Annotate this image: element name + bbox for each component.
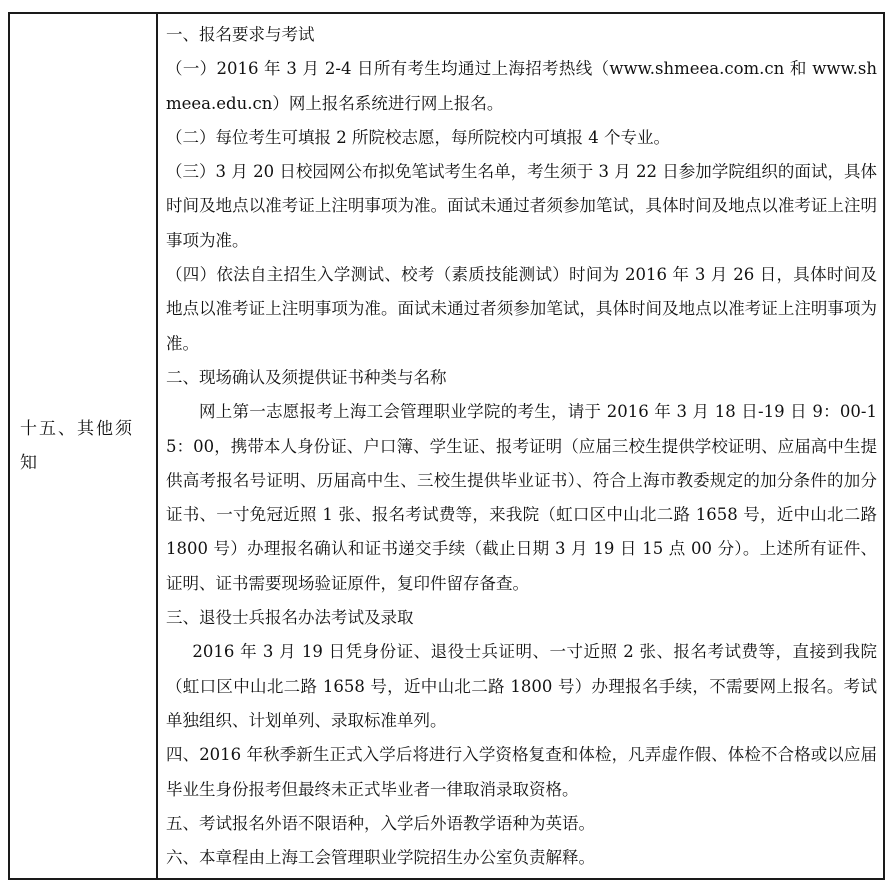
notice-table: [8, 12, 885, 880]
paragraph-foreign-language: 五、考试报名外语不限语种，入学后外语教学语种为英语。: [166, 813, 595, 833]
heading-onsite-confirmation: 二、现场确认及须提供证书种类与名称: [166, 367, 447, 387]
paragraph-onsite-confirmation: 网上第一志愿报考上海工会管理职业学院的考生，请于 2016 年 3 月 18 日-19 日 9：00-15：00，携带本人身份证、户口簿、学生证、报考证明（应届三校生提供学校证明、应届高中生提供高考报名号证明、历届高中生、三校生提供毕业证书）、符合上海市教委规定的加分条件的加分证书、一寸免冠近照 1 张、报名考试费等，来我院（虹口区中山北二路 1658 号，近中山北二路 1800 号）办理报名确认和证书递交手续（截止日期 3 月 19 日 15 点 00 分）。上述所有证件、证明、证书需要现场验证原件，复印件留存备查。: [166, 402, 877, 593]
paragraph-interpretation: 六、本章程由上海工会管理职业学院招生办公室负责解释。: [166, 848, 595, 868]
section-label: 十五、其他须知: [20, 419, 134, 473]
section-label-cell: [10, 14, 158, 878]
paragraph-veterans: 2016 年 3 月 19 日凭身份证、退役士兵证明、一寸近照 2 张、报名考试费等，直接到我院（虹口区中山北二路 1658 号，近中山北二路 1800 号）办理报名手续，不需要网上报名。考试单独组织、计划单列、录取标准单列。: [166, 642, 877, 730]
item-entrance-test: （四）依法自主招生入学测试、校考（素质技能测试）时间为 2016 年 3 月 26 日，具体时间及地点以准考证上注明事项为准。面试未通过者须参加笔试，具体时间及地点以准考证上注明事项为准。: [166, 265, 877, 353]
section-content-cell: [158, 14, 883, 878]
heading-veterans: 三、退役士兵报名办法考试及录取: [166, 608, 414, 628]
item-choices-limit: （二）每位考生可填报 2 所院校志愿，每所院校内可填报 4 个专业。: [166, 127, 670, 147]
paragraph-eligibility-review: 四、2016 年秋季新生正式入学后将进行入学资格复查和体检，凡弄虚作假、体检不合格或以应届毕业生身份报考但最终未正式毕业者一律取消录取资格。: [166, 745, 877, 799]
heading-registration-and-exam: 一、报名要求与考试: [166, 25, 315, 44]
item-online-registration: （一）2016 年 3 月 2-4 日所有考生均通过上海招考热线（www.shmeea.com.cn 和 www.shmeea.edu.cn）网上报名系统进行网上报名。: [166, 59, 877, 113]
item-interview-schedule: （三）3 月 20 日校园网公布拟免笔试考生名单，考生须于 3 月 22 日参加学院组织的面试，具体时间及地点以准考证上注明事项为准。面试未通过者须参加笔试，具体时间及地点以准考证上注明事项为准。: [166, 162, 877, 250]
